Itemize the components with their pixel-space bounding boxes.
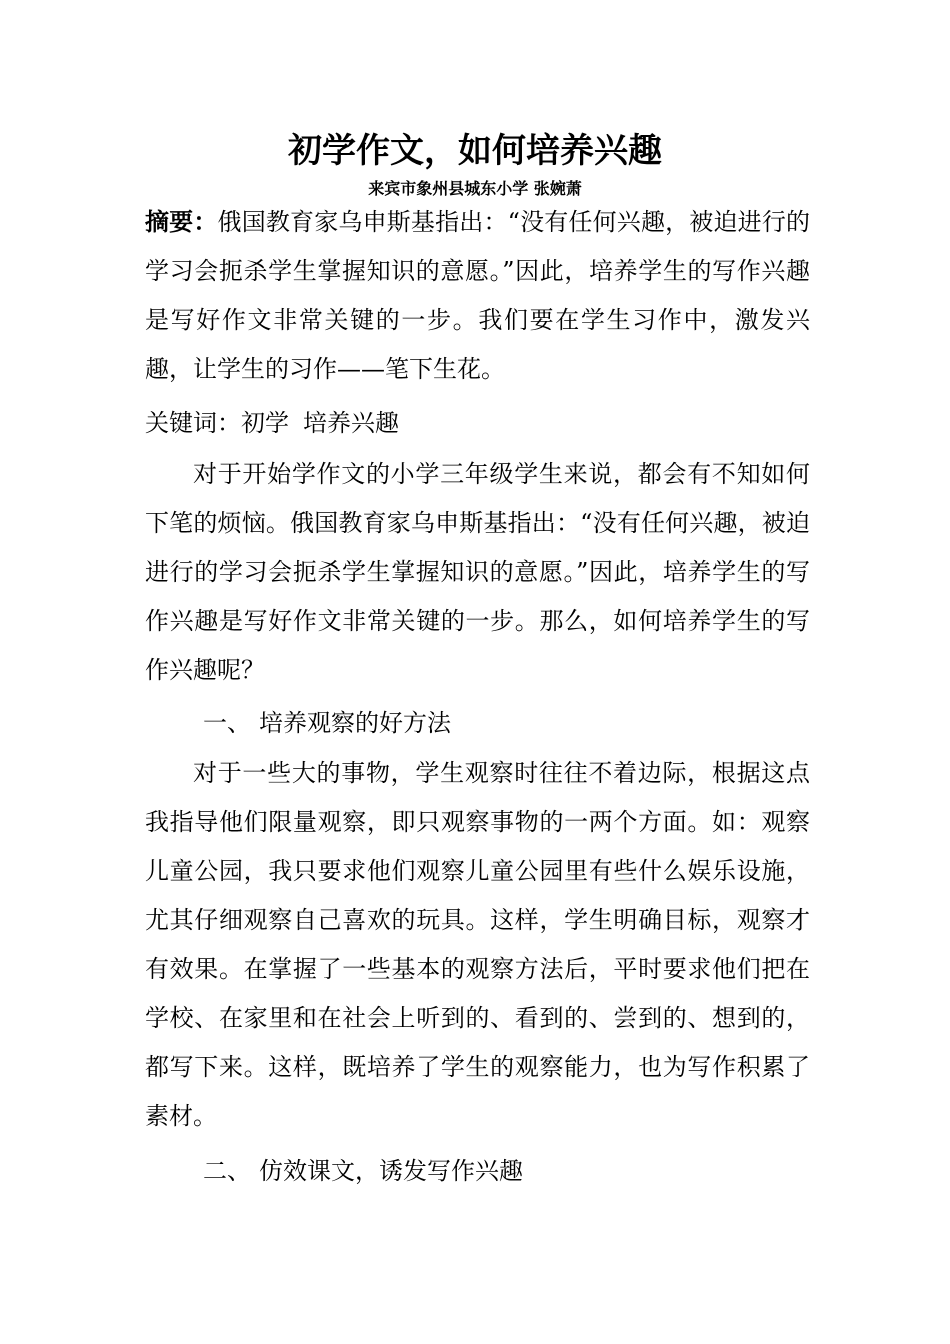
- keywords-label: 关键词：: [145, 409, 241, 437]
- section-heading: [203, 1148, 523, 1194]
- intro-paragraph: 对于开始学作文的小学三年级学生来说，都会有不知如何下笔的烦恼。俄国教育家乌申斯基指出：“没有任何兴趣，被迫进行的学习会扼杀学生掌握知识的意愿。”因此，培养学生的写作兴趣是写好作文非常关键的一步。那么，如何培养学生的写作兴趣呢？: [145, 460, 810, 684]
- section-number: 一、: [203, 709, 251, 737]
- abstract-label: 摘要：: [145, 208, 218, 236]
- keywords-line: [145, 400, 810, 446]
- section-heading: [203, 700, 451, 746]
- section-paragraph: 对于一些大的事物，学生观察时往往不着边际，根据这点我指导他们限量观察，即只观察事物的一两个方面。如：观察儿童公园，我只要求他们观察儿童公园里有些什么娱乐设施，尤其仔细观察自己喜欢的玩具。这样，学生明确目标，观察才有效果。在掌握了一些基本的观察方法后，平时要求他们把在学校、在家里和在社会上听到的、看到的、尝到的、想到的，都写下来。这样，既培养了学生的观察能力，也为写作积累了素材。: [145, 759, 810, 1130]
- abstract-text: 俄国教育家乌申斯基指出：“没有任何兴趣，被迫进行的学习会扼杀学生掌握知识的意愿。”因此，培养学生的写作兴趣是写好作文非常关键的一步。我们要在学生习作中，激发兴趣，让学生的习作——笔下生花。: [145, 208, 810, 383]
- section-number: 二、: [203, 1157, 251, 1185]
- keyword-item: 初学: [241, 409, 289, 437]
- abstract-paragraph: [145, 198, 810, 394]
- author-line: 来宾市象州县城东小学 张婉萧: [368, 179, 582, 198]
- document-title: 初学作文，如何培养兴趣: [288, 131, 662, 171]
- section-heading-text: 仿效课文，诱发写作兴趣: [259, 1157, 523, 1185]
- section-heading-text: 培养观察的好方法: [259, 709, 451, 737]
- keyword-item: 培养兴趣: [303, 409, 399, 437]
